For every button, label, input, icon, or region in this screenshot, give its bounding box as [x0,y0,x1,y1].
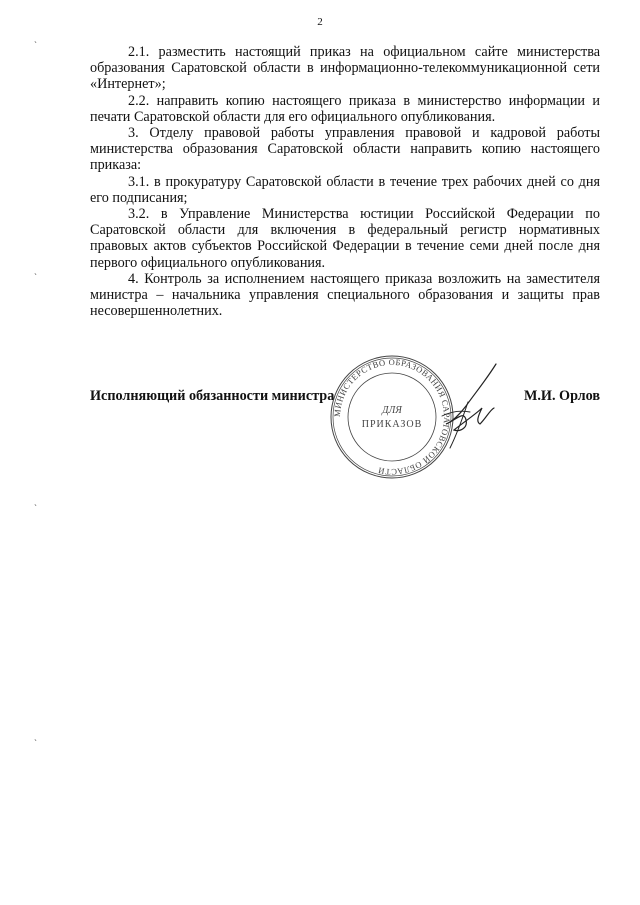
paragraph-4: 4. Контроль за исполнением настоящего приказа возложить на заместителя министра – начальника управления специального образования и защиты прав несовершеннолетних. [90,270,600,320]
svg-text:МИНИСТЕРСТВО ОБРАЗОВАНИЯ САРАТ [332,357,452,477]
page-number: 2 [317,16,323,28]
document-body [90,44,600,319]
paragraph-2-1: 2.1. разместить настоящий приказ на официальном сайте министерства образования Саратовской области в информационно-телекоммуникационной сети «Интернет»; [90,44,600,93]
paragraph-2-2: 2.2. направить копию настоящего приказа в министерство информации и печати Саратовской области для его официального опубликования. [90,92,600,125]
paragraph-3-2: 3.2. в Управление Министерства юстиции Российской Федерации по Саратовской области для включения в федеральный регистр нормативных правовых актов субъектов Российской Федерации в течение семи дней после дня первого официального опубликования. [90,206,600,271]
margin-mark: ` [34,503,37,513]
margin-mark: ` [34,738,37,748]
margin-mark: ` [34,40,37,50]
paragraph-3-1: 3.1. в прокуратуру Саратовской области в течение трех рабочих дней со дня его подписания; [90,173,600,206]
seal-center-line2: ПРИКАЗОВ [361,419,423,430]
seal-center-line1: ДЛЯ [382,405,402,416]
signer-title: Исполняющий обязанности министра [90,388,335,404]
margin-mark: ` [34,272,37,282]
signer-name: М.И. Орлов [523,388,600,404]
handwritten-signature [436,362,506,452]
paragraph-3: 3. Отделу правовой работы управления правовой и кадровой работы министерства образования Саратовской области направить копию настоящего приказа: [90,125,600,174]
seal-ring-text: МИНИСТЕРСТВО ОБРАЗОВАНИЯ САРАТОВСКОЙ ОБЛАСТИ [331,356,453,478]
